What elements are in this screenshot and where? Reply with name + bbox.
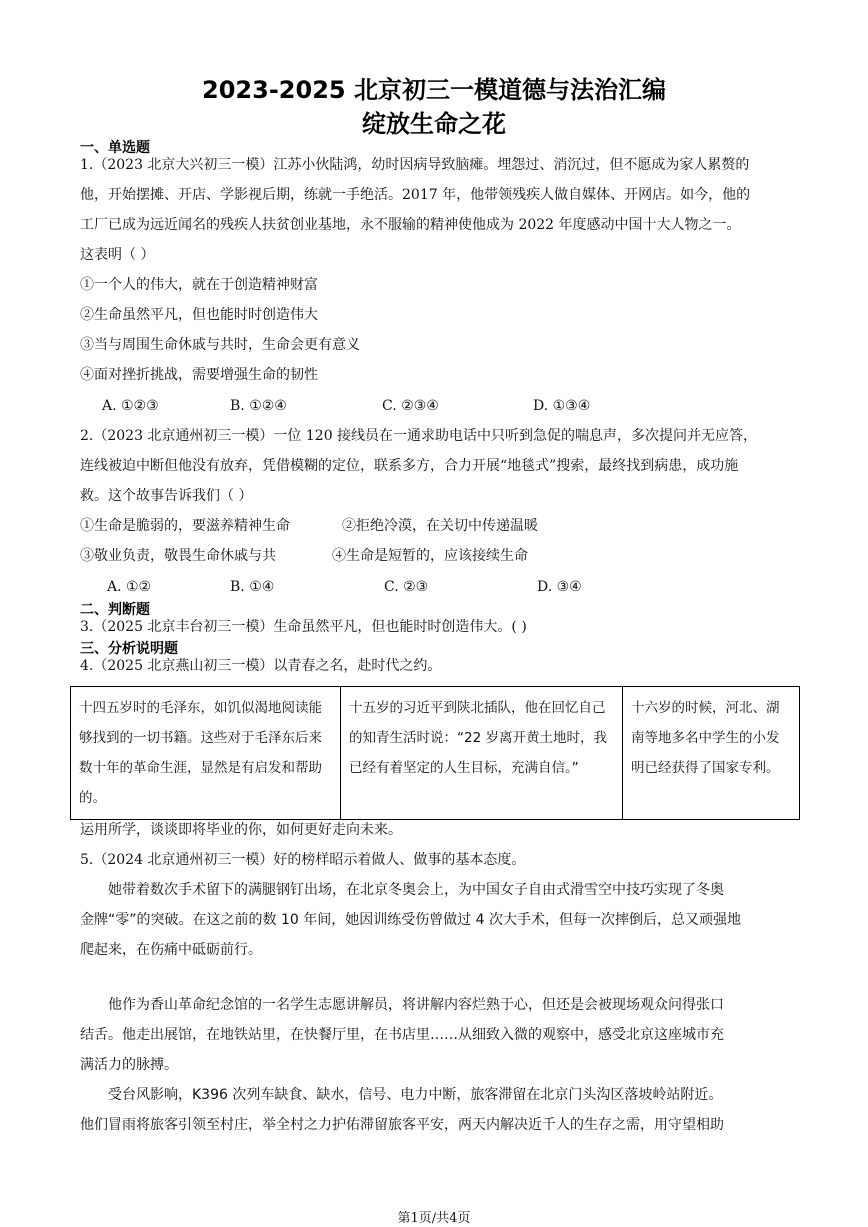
q5-material-line: 金牌“零”的突破。在这之前的数 10 年间，她因训练受伤曾做过 4 次大手术，但每一次摔倒后，总又顽强地 xyxy=(80,912,742,928)
q1-option-a[interactable]: A. ①②③ xyxy=(102,398,159,414)
q4-cell-mao: 十四五岁时的毛泽东，如饥似渴地阅读能够找到的一切书籍。这些对于毛泽东后来数十年的革命生涯，显然是有启发和帮助的。 xyxy=(71,687,341,820)
q1-line: 这表明（ ） xyxy=(80,247,155,263)
q1-option-b[interactable]: B. ①②④ xyxy=(230,398,287,414)
q5-material-line: 结舌。他走出展馆，在地铁站里，在快餐厅里，在书店里……从细致入微的观察中，感受北京这座城市充 xyxy=(80,1027,724,1043)
q2-statement: ①生命是脆弱的，要滋养精神生命 xyxy=(80,518,290,534)
document-title: 2023-2025 北京初三一模道德与法治汇编 xyxy=(202,76,666,104)
q2-line: 救。这个故事告诉我们（ ） xyxy=(80,488,253,504)
q2-option-b[interactable]: B. ①④ xyxy=(230,579,275,595)
q5-material-line: 他作为香山革命纪念馆的一名学生志愿讲解员，将讲解内容烂熟于心，但还是会被现场观众问得张口 xyxy=(80,997,724,1013)
q4-question: 运用所学，谈谈即将毕业的你，如何更好走向未来。 xyxy=(80,822,402,838)
q2-line: 2.（2023 北京通州初三一模）一位 120 接线员在一通求助电话中只听到急促的喘息声，多次提问并无应答， xyxy=(80,428,758,444)
q1-option-d[interactable]: D. ①③④ xyxy=(533,398,591,414)
q5-material-line: 受台风影响，K396 次列车缺食、缺水，信号、电力中断，旅客滞留在北京门头沟区落坡岭站附近。 xyxy=(80,1087,723,1103)
q1-option-c[interactable]: C. ②③④ xyxy=(382,398,439,414)
q1-statement: ④面对挫折挑战，需要增强生命的韧性 xyxy=(80,367,318,383)
q2-statements-row xyxy=(80,547,800,565)
q2-line: 连线被迫中断但他没有放弃，凭借模糊的定位，联系多方，合力开展“地毯式”搜索，最终找到病患，成功施 xyxy=(80,458,739,474)
q1-statement: ③当与周围生命休戚与共时，生命会更有意义 xyxy=(80,337,360,353)
document-subtitle: 绽放生命之花 xyxy=(362,110,506,138)
q4-intro: 4.（2025 北京燕山初三一模）以青春之名，赴时代之约。 xyxy=(80,658,442,674)
section-heading-analysis: 三、分析说明题 xyxy=(80,641,178,657)
section-heading-judgment: 二、判断题 xyxy=(80,602,150,618)
q1-line: 工厂已成为远近闻名的残疾人扶贫创业基地，永不服输的精神使他成为 2022 年度感动中国十大人物之一。 xyxy=(80,217,741,233)
q2-statements-row xyxy=(80,517,800,535)
q2-options xyxy=(80,578,800,596)
q2-statement: ④生命是短暂的，应该接续生命 xyxy=(332,548,528,564)
q1-statement: ①一个人的伟大，就在于创造精神财富 xyxy=(80,277,318,293)
q5-material-line: 满活力的脉搏。 xyxy=(80,1057,178,1073)
q5-material-line: 她带着数次手术留下的满腿钢钉出场，在北京冬奥会上，为中国女子自由式滑雪空中技巧实现了冬奥 xyxy=(80,882,724,898)
page-number: 第1页/共4页 xyxy=(397,1211,471,1226)
q2-option-c[interactable]: C. ②③ xyxy=(384,579,429,595)
section-heading-single-choice: 一、单选题 xyxy=(80,140,150,156)
q2-option-d[interactable]: D. ③④ xyxy=(537,579,582,595)
q4-material-table xyxy=(70,686,800,820)
q2-option-a[interactable]: A. ①② xyxy=(107,579,152,595)
q1-options xyxy=(80,397,800,415)
q3-text: 3.（2025 北京丰台初三一模）生命虽然平凡，但也能时时创造伟大。( ) xyxy=(80,619,527,635)
q2-statement: ②拒绝冷漠，在关切中传递温暖 xyxy=(342,518,538,534)
q1-line: 他，开始摆摊、开店、学影视后期，练就一手绝活。2017 年，他带领残疾人做自媒体、开网店。如今，他的 xyxy=(80,187,751,203)
q4-cell-students: 十六岁的时候，河北、湖南等地多名中学生的小发明已经获得了国家专利。 xyxy=(623,687,800,820)
q1-statement: ②生命虽然平凡，但也能时时创造伟大 xyxy=(80,307,318,323)
q1-line: 1.（2023 北京大兴初三一模）江苏小伙陆鸿，幼时因病导致脑瘫。埋怨过、消沉过，但不愿成为家人累赘的 xyxy=(80,157,750,173)
q5-intro: 5.（2024 北京通州初三一模）好的榜样昭示着做人、做事的基本态度。 xyxy=(80,852,526,868)
q2-statement: ③敬业负责，敬畏生命休戚与共 xyxy=(80,548,276,564)
q5-material-line: 爬起来，在伤痛中砥砺前行。 xyxy=(80,942,262,958)
q5-material-line: 他们冒雨将旅客引领至村庄，举全村之力护佑滞留旅客平安，两天内解决近千人的生存之需，用守望相助 xyxy=(80,1117,724,1133)
q4-cell-xi: 十五岁的习近平到陕北插队，他在回忆自己的知青生活时说：“22 岁离开黄土地时，我已经有着坚定的人生目标，充满自信。” xyxy=(341,687,623,820)
